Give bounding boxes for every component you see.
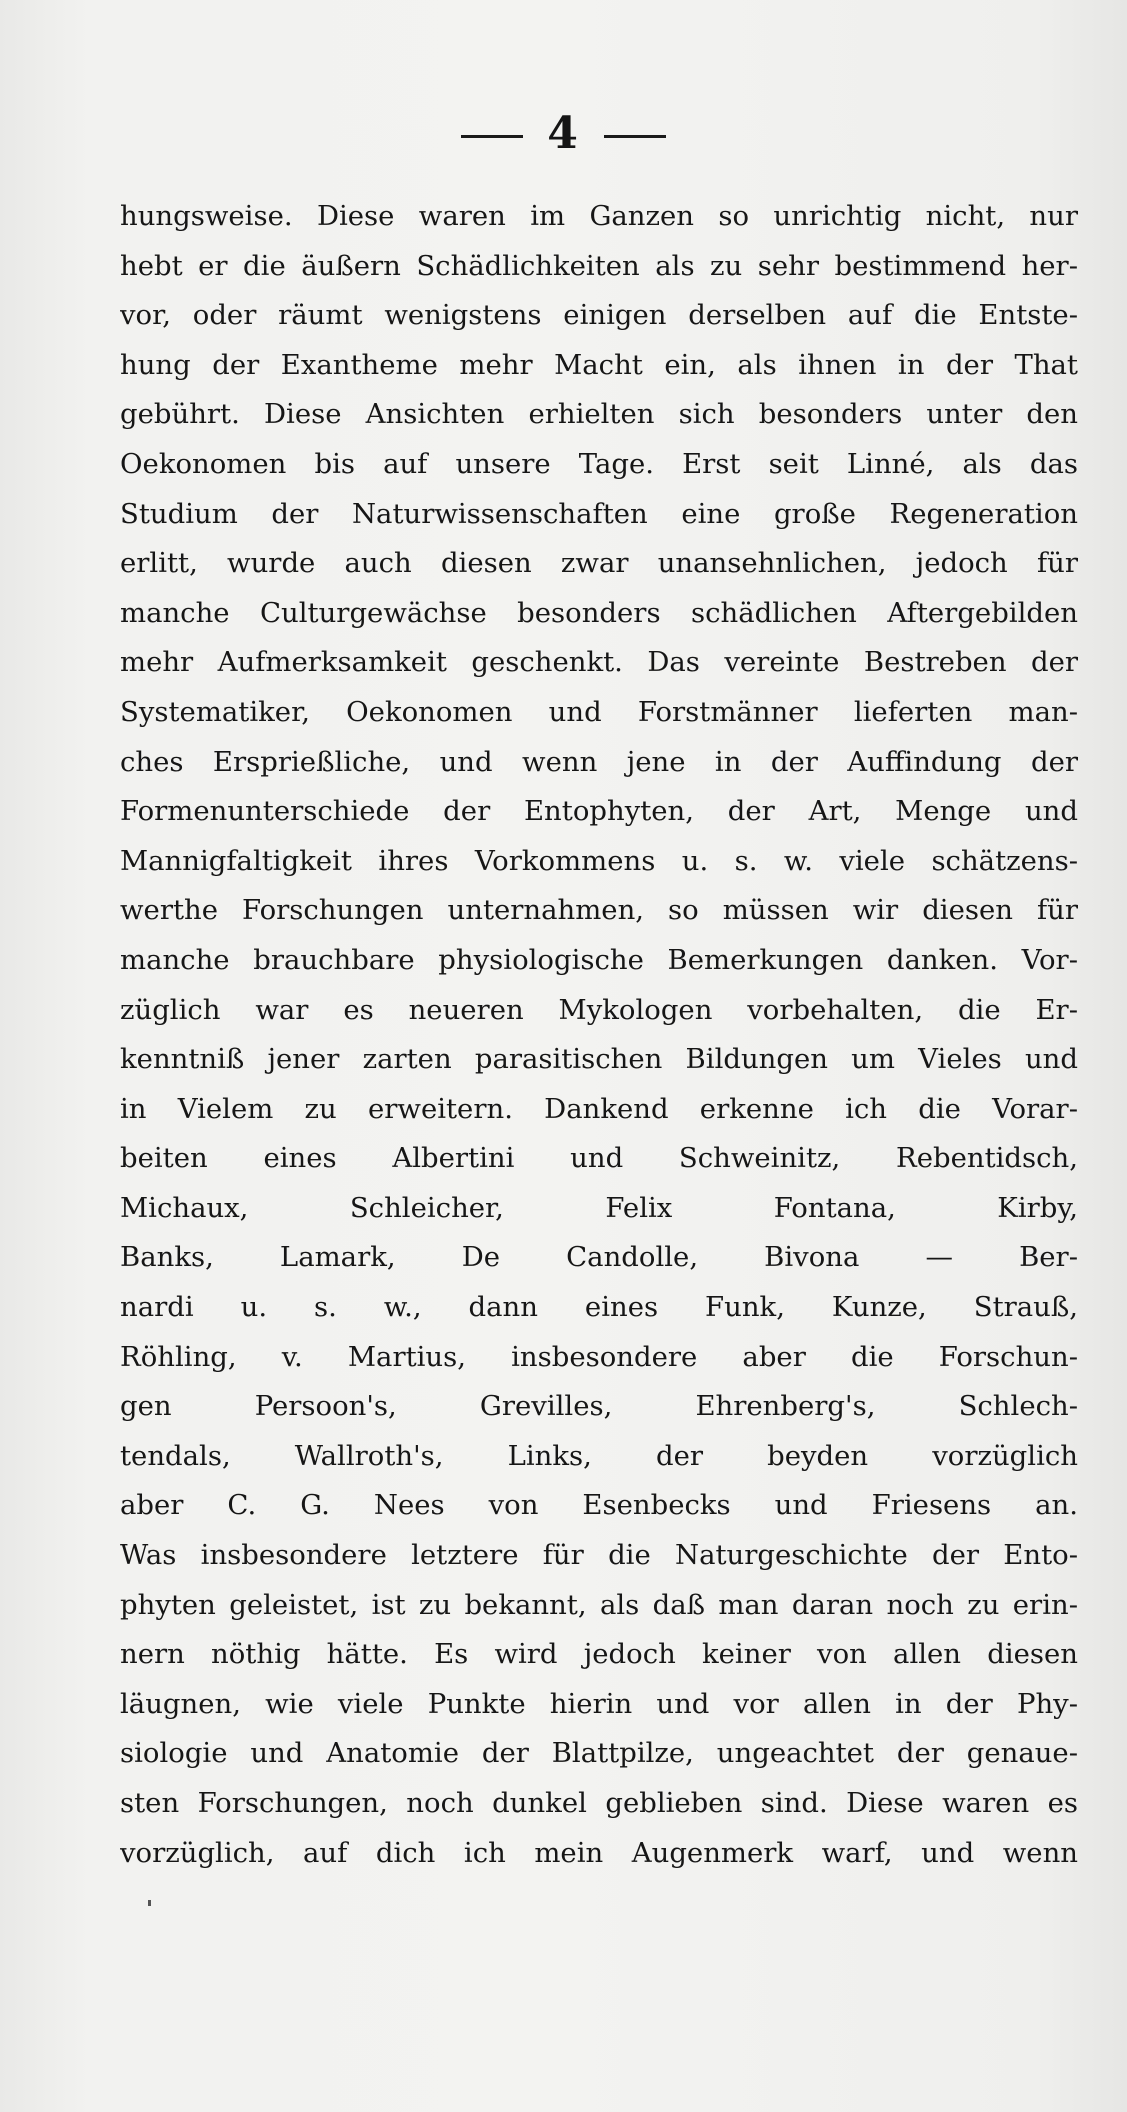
text-line: hung der Exantheme mehr Macht ein, als ihnen in der That xyxy=(120,348,1078,381)
text-line: hungsweise. Diese waren im Ganzen so unrichtig nicht, nur xyxy=(120,200,1078,232)
text-line: läugnen, wie viele Punkte hierin und vor allen in der Phy- xyxy=(120,1687,1078,1720)
text-line: siologie und Anatomie der Blattpilze, ungeachtet der genaue- xyxy=(120,1737,1078,1770)
text-line: in Vielem zu erweitern. Dankend erkenne ich die Vorar- xyxy=(120,1092,1078,1125)
text-line: Oekonomen bis auf unsere Tage. Erst seit Linné, als das xyxy=(120,447,1078,480)
text-line: Mannigfaltigkeit ihres Vorkommens u. s. w. viele schätzens- xyxy=(120,844,1078,877)
text-line: manche brauchbare physiologische Bemerkungen danken. Vor- xyxy=(120,943,1078,976)
left-dash xyxy=(461,135,523,138)
body-text xyxy=(120,192,1078,1878)
text-line: nardi u. s. w., dann eines Funk, Kunze, Strauß, xyxy=(120,1291,1078,1324)
text-line: tendals, Wallroth's, Links, der beyden vorzüglich xyxy=(120,1439,1078,1472)
text-line: Formenunterschiede der Entophyten, der Art, Menge und xyxy=(120,795,1078,828)
text-line: Studium der Naturwissenschaften eine große Regeneration xyxy=(120,497,1078,530)
text-line: phyten geleistet, ist zu bekannt, als daß man daran noch zu erin- xyxy=(120,1588,1078,1621)
text-line: Was insbesondere letztere für die Naturgeschichte der Ento- xyxy=(120,1539,1078,1572)
ink-speck xyxy=(148,1900,151,1906)
text-line: Röhling, v. Martius, insbesondere aber die Forschun- xyxy=(120,1340,1078,1373)
text-line: nern nöthig hätte. Es wird jedoch keiner von allen diesen xyxy=(120,1638,1078,1671)
text-line: Systematiker, Oekonomen und Forstmänner lieferten man- xyxy=(120,695,1078,728)
page-number: 4 xyxy=(547,108,580,159)
text-line: kenntniß jener zarten parasitischen Bildungen um Vieles und xyxy=(120,1043,1078,1076)
text-line: Banks, Lamark, De Candolle, Bivona — Ber- xyxy=(120,1241,1078,1274)
text-line: werthe Forschungen unternahmen, so müssen wir diesen für xyxy=(120,894,1078,927)
right-dash xyxy=(604,135,666,138)
text-line: ches Ersprießliche, und wenn jene in der Auffindung der xyxy=(120,745,1078,778)
text-line: gebührt. Diese Ansichten erhielten sich besonders unter den xyxy=(120,398,1078,431)
text-line: gen Persoon's, Grevilles, Ehrenberg's, Schlech- xyxy=(120,1390,1078,1423)
text-line: erlitt, wurde auch diesen zwar unansehnlichen, jedoch für xyxy=(120,547,1078,580)
page-number-header xyxy=(0,108,1127,159)
text-line: hebt er die äußern Schädlichkeiten als zu sehr bestimmend her- xyxy=(120,249,1078,282)
text-line: Michaux, Schleicher, Felix Fontana, Kirby, xyxy=(120,1191,1078,1224)
text-line: mehr Aufmerksamkeit geschenkt. Das vereinte Bestreben der xyxy=(120,646,1078,679)
text-line: beiten eines Albertini und Schweinitz, Rebentidsch, xyxy=(120,1142,1078,1175)
text-line: vor, oder räumt wenigstens einigen derselben auf die Entste- xyxy=(120,299,1078,332)
text-line: vorzüglich, auf dich ich mein Augenmerk warf, und wenn xyxy=(120,1836,1078,1869)
text-line: züglich war es neueren Mykologen vorbehalten, die Er- xyxy=(120,993,1078,1026)
text-line: sten Forschungen, noch dunkel geblieben sind. Diese waren es xyxy=(120,1787,1078,1819)
text-line: manche Culturgewächse besonders schädlichen Aftergebilden xyxy=(120,596,1078,629)
text-line: aber C. G. Nees von Esenbecks und Friesens an. xyxy=(120,1489,1078,1522)
